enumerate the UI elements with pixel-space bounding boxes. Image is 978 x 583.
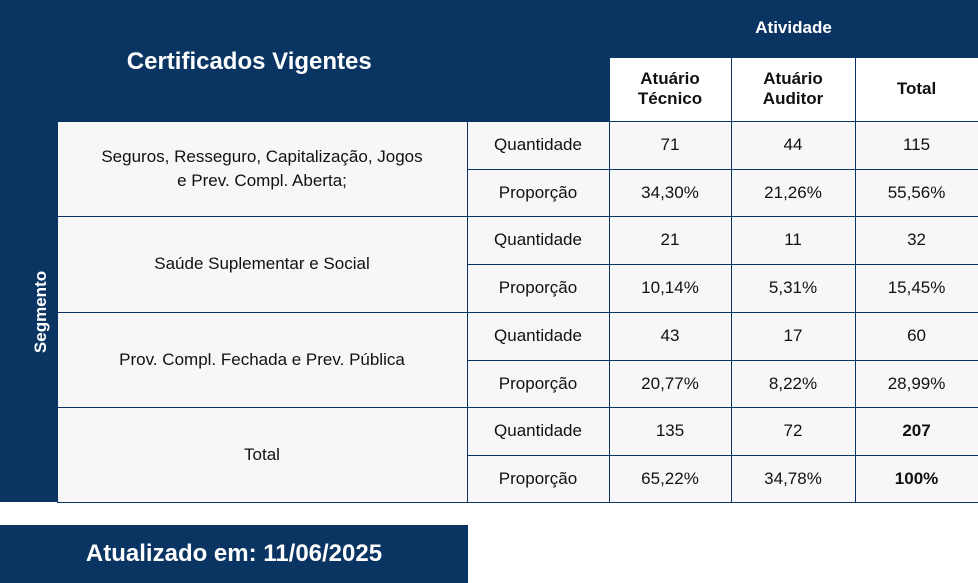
column-header-label: Atuário Auditor <box>762 69 824 108</box>
value-cell: 21,26% <box>731 169 855 216</box>
value-cell: 15,45% <box>855 264 978 312</box>
value-cell: 10,14% <box>609 264 731 312</box>
table-row <box>0 216 978 264</box>
value-cell: 5,31% <box>731 264 855 312</box>
grand-total-quantity: 207 <box>855 407 978 455</box>
value-cell: 60 <box>855 312 978 360</box>
column-header-label: Atuário Técnico <box>637 69 703 108</box>
value-cell: 11 <box>731 216 855 264</box>
metric-label: Proporção <box>467 264 609 312</box>
segment-name: Saúde Suplementar e Social <box>57 216 467 312</box>
value-cell: 43 <box>609 312 731 360</box>
value-cell: 34,30% <box>609 169 731 216</box>
segment-name: Prov. Compl. Fechada e Prev. Pública <box>57 312 467 407</box>
column-header-total: Total <box>855 57 978 121</box>
metric-label: Quantidade <box>467 312 609 360</box>
metric-label: Proporção <box>467 360 609 407</box>
value-cell: 28,99% <box>855 360 978 407</box>
value-cell: 17 <box>731 312 855 360</box>
value-cell: 55,56% <box>855 169 978 216</box>
segment-axis-label <box>0 121 57 502</box>
value-cell: 115 <box>855 121 978 169</box>
table-row <box>0 121 978 169</box>
metric-label: Proporção <box>467 455 609 502</box>
value-cell: 71 <box>609 121 731 169</box>
metric-label: Proporção <box>467 169 609 216</box>
value-cell: 135 <box>609 407 731 455</box>
value-cell: 32 <box>855 216 978 264</box>
metric-label: Quantidade <box>467 121 609 169</box>
value-cell: 65,22% <box>609 455 731 502</box>
value-cell: 21 <box>609 216 731 264</box>
segment-axis-text: Segmento <box>31 270 51 353</box>
value-cell: 20,77% <box>609 360 731 407</box>
column-header-atuario-auditor <box>731 57 855 121</box>
value-cell: 34,78% <box>731 455 855 502</box>
column-header-atuario-tecnico <box>609 57 731 121</box>
updated-date-banner: Atualizado em: 11/06/2025 <box>0 525 468 583</box>
segment-name <box>57 121 467 216</box>
table-row <box>0 312 978 360</box>
table-row <box>0 407 978 455</box>
grand-total-proportion: 100% <box>855 455 978 502</box>
value-cell: 72 <box>731 407 855 455</box>
metric-label: Quantidade <box>467 407 609 455</box>
total-segment-name: Total <box>57 407 467 502</box>
value-cell: 44 <box>731 121 855 169</box>
activity-header: Atividade <box>609 0 978 57</box>
segment-name-text: Seguros, Resseguro, Capitalização, Jogos e Prev. Compl. Aberta; <box>101 146 423 190</box>
value-cell: 8,22% <box>731 360 855 407</box>
metric-label: Quantidade <box>467 216 609 264</box>
table-title: Certificados Vigentes <box>0 0 609 121</box>
